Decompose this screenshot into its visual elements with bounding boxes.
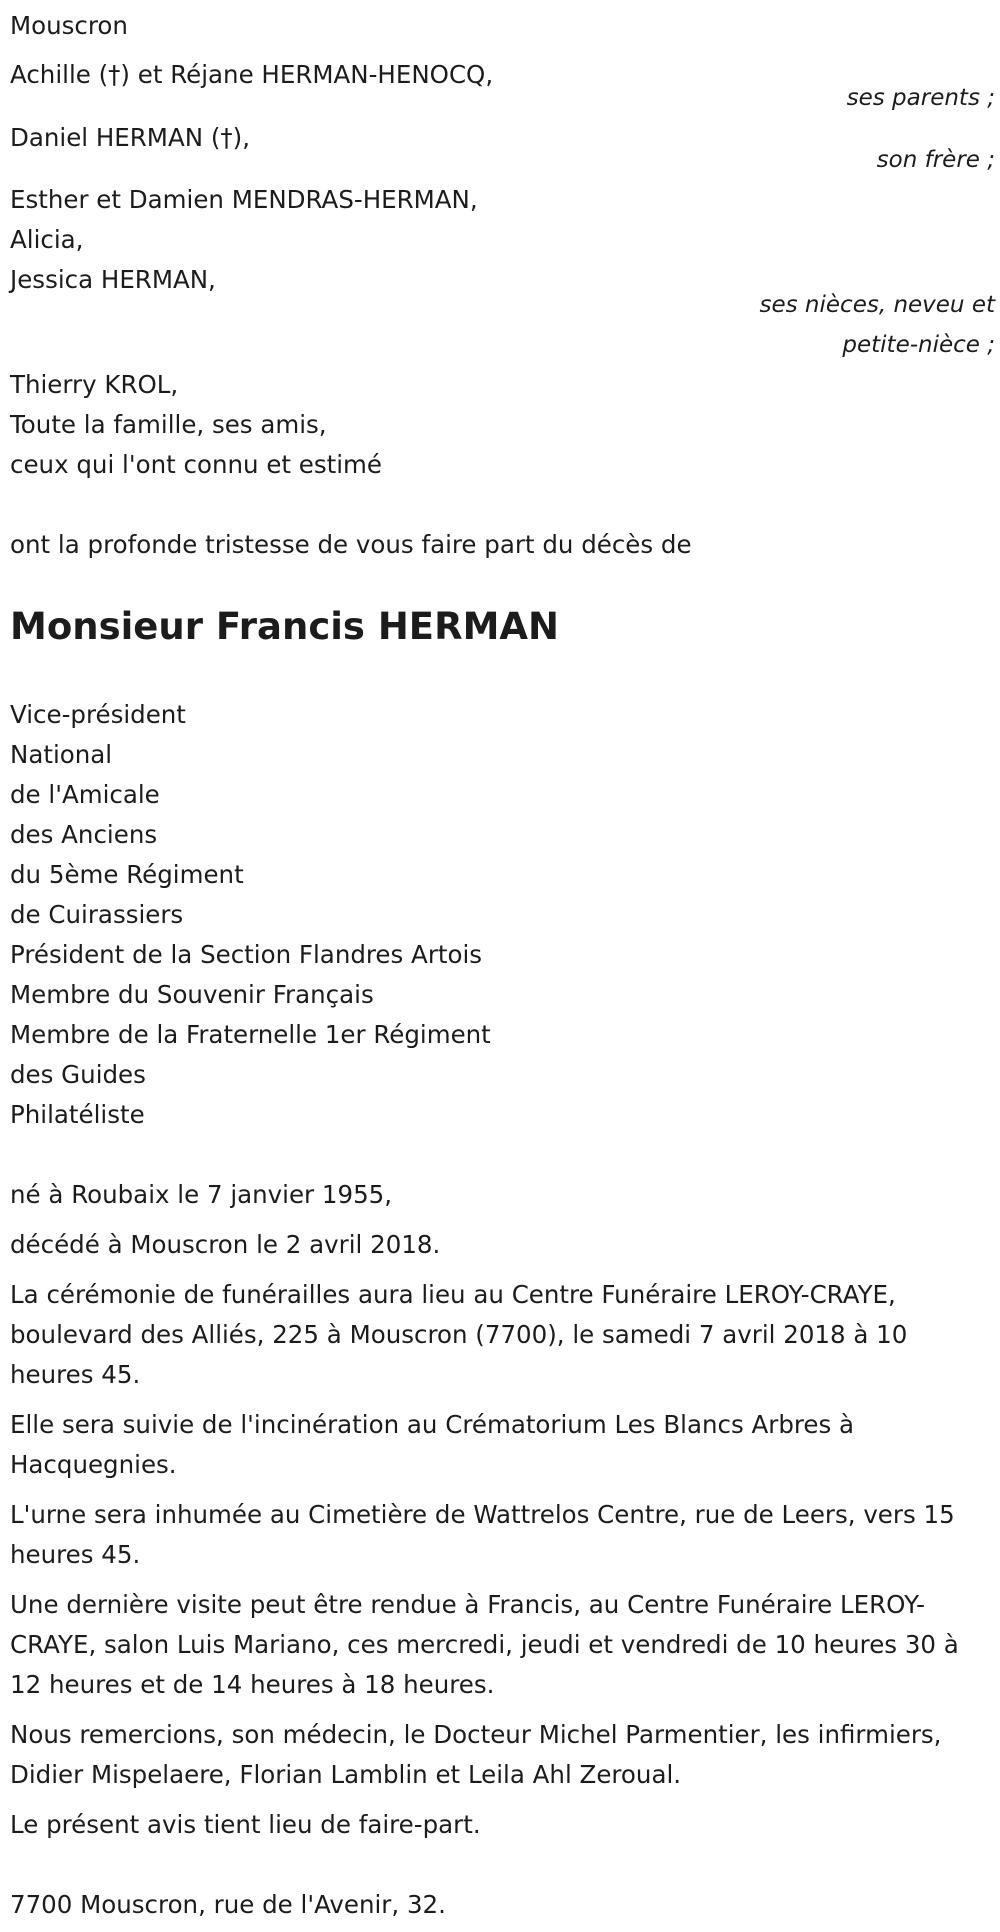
- ceremony-paragraph: La cérémonie de funérailles aura lieu au Centre Funéraire LEROY-CRAYE, boulevard des Alliés, 225 à Mouscron (7700), le samedi 7 avril 2018 à 10 heures 45.: [10, 1280, 908, 1389]
- title-line: Philatéliste: [10, 1100, 145, 1129]
- parents-relation: ses parents ;: [846, 85, 995, 111]
- title-line: Vice-président: [10, 700, 186, 729]
- other-mourner-line: ceux qui l'ont connu et estimé: [10, 450, 382, 479]
- other-mourner-line: Thierry KROL,: [10, 370, 179, 399]
- birth-line: né à Roubaix le 7 janvier 1955,: [10, 1180, 393, 1209]
- address-line: 7700 Mouscron, rue de l'Avenir, 32.: [10, 1890, 446, 1919]
- title-line: National: [10, 740, 113, 769]
- nieces-relation: petite-nièce ;: [842, 332, 995, 358]
- niece-line: Esther et Damien MENDRAS-HERMAN,: [10, 185, 478, 214]
- cremation-paragraph: Elle sera suivie de l'incinération au Crématorium Les Blancs Arbres à Hacquegnies.: [10, 1410, 855, 1479]
- title-line: des Guides: [10, 1060, 146, 1089]
- title-line: Membre de la Fraternelle 1er Régiment: [10, 1020, 491, 1049]
- title-line: Membre du Souvenir Français: [10, 980, 374, 1009]
- city-heading: Mouscron: [10, 11, 128, 40]
- brother-relation: son frère ;: [876, 147, 995, 173]
- brother-line: Daniel HERMAN (†),: [10, 123, 250, 152]
- other-mourner-line: Toute la famille, ses amis,: [10, 410, 327, 439]
- announcement-text: ont la profonde tristesse de vous faire part du décès de: [10, 530, 692, 559]
- thanks-paragraph: Nous remercions, son médecin, le Docteur Michel Parmentier, les infirmiers, Didier Mispelaere, Florian Lamblin et Leila Ahl Zeroual.: [10, 1720, 942, 1789]
- niece-line: Alicia,: [10, 225, 84, 254]
- deceased-name: Monsieur Francis HERMAN: [10, 605, 559, 648]
- nieces-relation: ses nièces, neveu et: [759, 292, 995, 318]
- visit-paragraph: Une dernière visite peut être rendue à Francis, au Centre Funéraire LEROY-CRAYE, salon Luis Mariano, ces mercredi, jeudi et vendredi de 10 heures 30 à 12 heures et de 14 heures à 18 heures.: [10, 1590, 959, 1699]
- notice-paragraph: Le présent avis tient lieu de faire-part.: [10, 1810, 481, 1839]
- title-line: de Cuirassiers: [10, 900, 184, 929]
- death-line: décédé à Mouscron le 2 avril 2018.: [10, 1230, 441, 1259]
- title-line: Président de la Section Flandres Artois: [10, 940, 483, 969]
- urn-paragraph: L'urne sera inhumée au Cimetière de Wattrelos Centre, rue de Leers, vers 15 heures 45.: [10, 1500, 955, 1569]
- title-line: des Anciens: [10, 820, 158, 849]
- title-line: de l'Amicale: [10, 780, 160, 809]
- niece-line: Jessica HERMAN,: [10, 265, 216, 294]
- title-line: du 5ème Régiment: [10, 860, 244, 889]
- parents-line: Achille (†) et Réjane HERMAN-HENOCQ,: [10, 60, 494, 89]
